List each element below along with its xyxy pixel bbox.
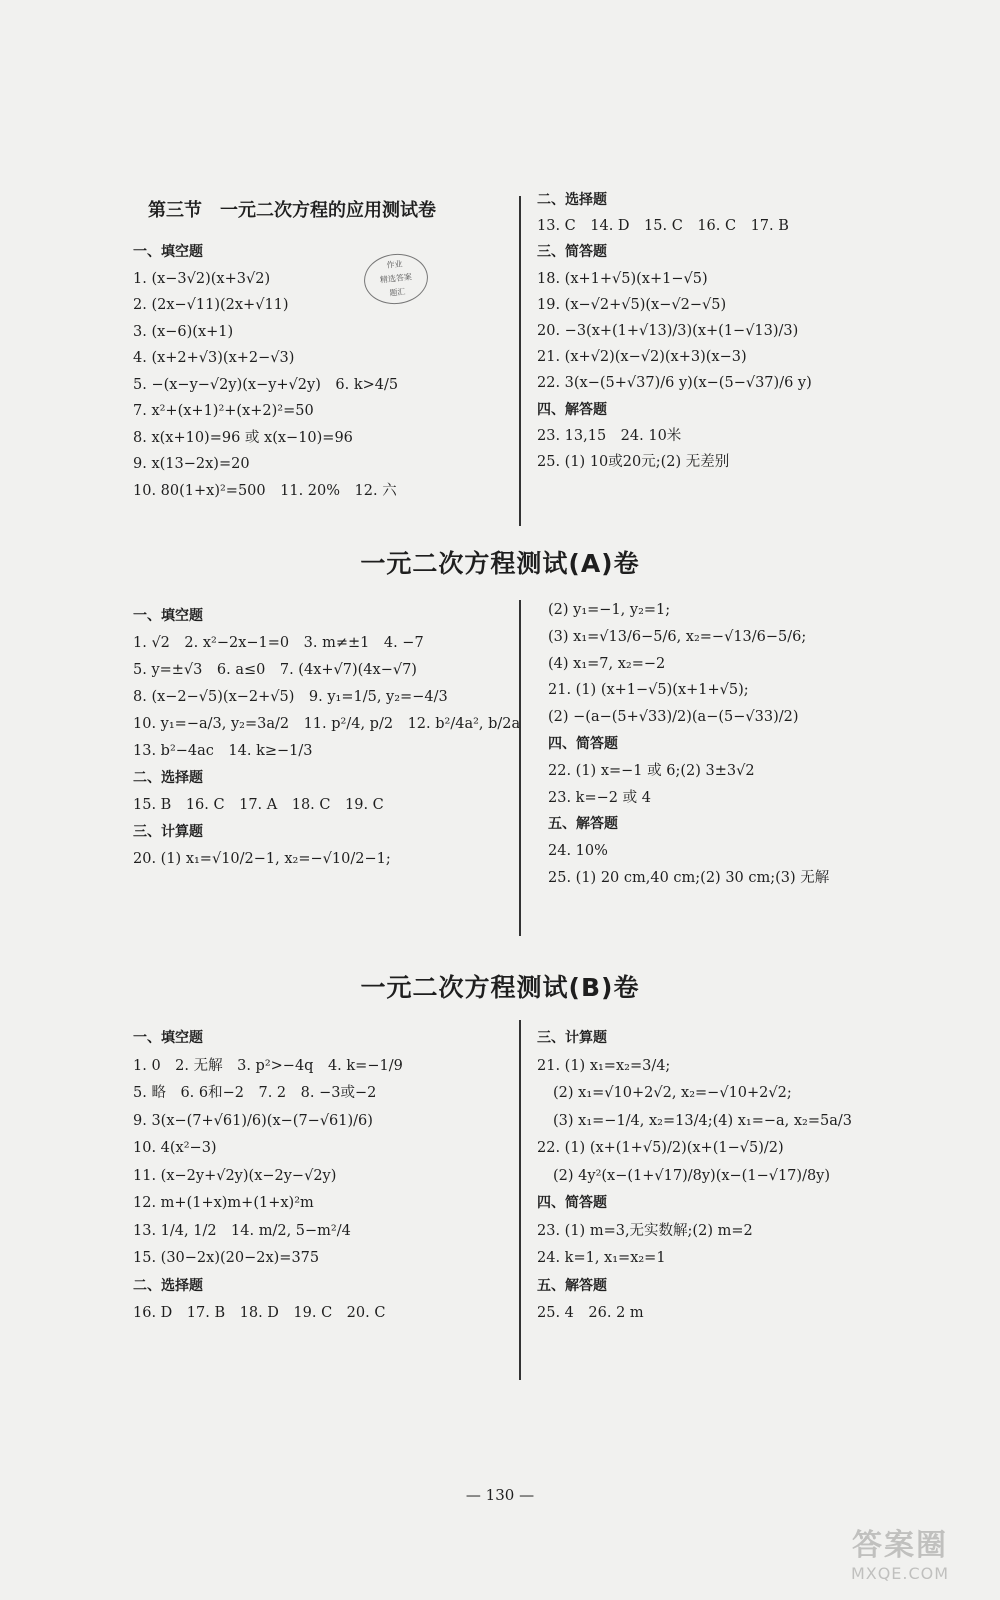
section-heading: 五、解答题: [537, 1277, 607, 1294]
section-heading: 二、选择题: [133, 1277, 203, 1294]
answer-line: 20. −3(x+(1+√13)/3)(x+(1−√13)/3): [537, 323, 799, 339]
answer-line: 15. B 16. C 17. A 18. C 19. C: [133, 797, 384, 813]
watermark-logo-text: 答案圈: [852, 1528, 948, 1563]
stamp-seal: [362, 251, 431, 307]
answer-line: 21. (1) x₁=x₂=3/4;: [537, 1057, 671, 1074]
column-divider: [519, 196, 521, 526]
section-heading: 三、计算题: [133, 824, 203, 840]
answer-line: 5. y=±√3 6. a≤0 7. (4x+√7)(4x−√7): [133, 662, 417, 678]
answer-line: 23. (1) m=3,无实数解;(2) m=2: [537, 1222, 753, 1239]
answer-line: 23. 13,15 24. 10米: [537, 427, 682, 444]
answer-line: (4) x₁=7, x₂=−2: [548, 655, 666, 672]
answer-line: 7. x²+(x+1)²+(x+2)²=50: [133, 403, 314, 419]
answer-line: 24. 10%: [548, 843, 608, 860]
test-a-block: [0, 600, 1000, 940]
answer-line: 15. (30−2x)(20−2x)=375: [133, 1250, 320, 1266]
answer-line: 25. (1) 20 cm,40 cm;(2) 30 cm;(3) 无解: [548, 870, 830, 886]
answer-line: 22. (1) (x+(1+√5)/2)(x+(1−√5)/2): [537, 1140, 784, 1156]
answer-line: 3. (x−6)(x+1): [133, 323, 234, 340]
answer-line: 13. b²−4ac 14. k≥−1/3: [133, 743, 313, 759]
answer-line: (3) x₁=−1/4, x₂=13/4;(4) x₁=−a, x₂=5a/3: [553, 1112, 852, 1129]
stamp-text: 作业: [386, 259, 403, 270]
answer-line: 1. √2 2. x²−2x−1=0 3. m≠±1 4. −7: [133, 635, 424, 651]
stamp-text: 题汇: [388, 287, 406, 298]
answer-line: 1. 0 2. 无解 3. p²>−4q 4. k=−1/9: [133, 1057, 403, 1074]
section-heading: 三、计算题: [537, 1030, 607, 1046]
section-heading: 一、填空题: [133, 244, 203, 260]
section-heading: 三、简答题: [537, 244, 607, 261]
answer-line: 20. (1) x₁=√10/2−1, x₂=−√10/2−1;: [133, 851, 391, 867]
answer-line: 10. y₁=−a/3, y₂=3a/2 11. p²/4, p/2 12. b²/4a², b/2a: [133, 716, 521, 732]
answer-line: 8. x(x+10)=96 或 x(x−10)=96: [133, 429, 353, 446]
answer-line: 5. 略 6. 6和−2 7. 2 8. −3或−2: [133, 1085, 377, 1101]
test-b-block: [0, 1020, 1000, 1380]
section-heading: 二、选择题: [537, 192, 607, 208]
answer-line: 10. 4(x²−3): [133, 1140, 217, 1156]
answer-line: (2) −(a−(5+√33)/2)(a−(5−√33)/2): [548, 709, 799, 726]
answer-line: 1. (x−3√2)(x+3√2): [133, 270, 271, 287]
answer-line: 25. 4 26. 2 m: [537, 1305, 644, 1321]
section-heading: 四、简答题: [548, 736, 618, 752]
section-heading: 四、简答题: [537, 1195, 607, 1211]
answer-line: 5. −(x−y−√2y)(x−y+√2y) 6. k>4/5: [133, 376, 399, 393]
answer-line: 4. (x+2+√3)(x+2−√3): [133, 350, 295, 366]
answer-line: 23. k=−2 或 4: [548, 789, 651, 806]
section3-block: [0, 192, 1000, 536]
section-heading: 五、解答题: [548, 816, 618, 833]
answer-line: 13. C 14. D 15. C 16. C 17. B: [537, 218, 789, 235]
answer-line: 8. (x−2−√5)(x−2+√5) 9. y₁=1/5, y₂=−4/3: [133, 689, 448, 705]
section-heading: 一、填空题: [133, 608, 203, 624]
answer-line: 19. (x−√2+√5)(x−√2−√5): [537, 296, 727, 313]
answer-line: 2. (2x−√11)(2x+√11): [133, 297, 289, 313]
answer-line: (3) x₁=√13/6−5/6, x₂=−√13/6−5/6;: [548, 628, 807, 645]
answer-line: 18. (x+1+√5)(x+1−√5): [537, 270, 708, 287]
answer-line: 22. 3(x−(5+√37)/6 y)(x−(5−√37)/6 y): [537, 375, 812, 392]
answer-line: (2) y₁=−1, y₂=1;: [548, 602, 671, 618]
answer-line: 10. 80(1+x)²=500 11. 20% 12. 六: [133, 482, 397, 499]
section-heading: 一、填空题: [133, 1030, 203, 1046]
answer-line: 21. (x+√2)(x−√2)(x+3)(x−3): [537, 349, 747, 366]
test-b-title: 一元二次方程测试(B)卷: [360, 973, 640, 1002]
answer-line: (2) x₁=√10+2√2, x₂=−√10+2√2;: [553, 1085, 792, 1101]
stamp-text: 精选答案: [379, 272, 413, 285]
site-watermark: [830, 1520, 970, 1594]
answer-line: 11. (x−2y+√2y)(x−2y−√2y): [133, 1167, 337, 1184]
answer-line: 16. D 17. B 18. D 19. C 20. C: [133, 1305, 386, 1321]
watermark-url: MXQE.COM: [850, 1564, 950, 1583]
section-heading: 四、解答题: [537, 401, 607, 418]
answer-line: 9. x(13−2x)=20: [133, 456, 250, 472]
answer-line: 9. 3(x−(7+√61)/6)(x−(7−√61)/6): [133, 1112, 373, 1129]
answer-line: 12. m+(1+x)m+(1+x)²m: [133, 1195, 314, 1211]
section3-title: 第三节 一元二次方程的应用测试卷: [148, 200, 436, 221]
answer-line: 24. k=1, x₁=x₂=1: [537, 1250, 666, 1266]
test-a-title: 一元二次方程测试(A)卷: [360, 549, 640, 578]
column-divider: [519, 600, 521, 936]
column-divider: [519, 1020, 521, 1380]
answer-line: (2) 4y²(x−(1+√17)/8y)(x−(1−√17)/8y): [553, 1167, 831, 1184]
answer-line: 22. (1) x=−1 或 6;(2) 3±3√2: [548, 762, 755, 779]
section-heading: 二、选择题: [133, 770, 203, 786]
answer-line: 21. (1) (x+1−√5)(x+1+√5);: [548, 682, 749, 699]
answer-line: 13. 1/4, 1/2 14. m/2, 5−m²/4: [133, 1222, 351, 1239]
answer-line: 25. (1) 10或20元;(2) 无差别: [537, 454, 730, 470]
page-number: — 130 —: [465, 1486, 535, 1504]
